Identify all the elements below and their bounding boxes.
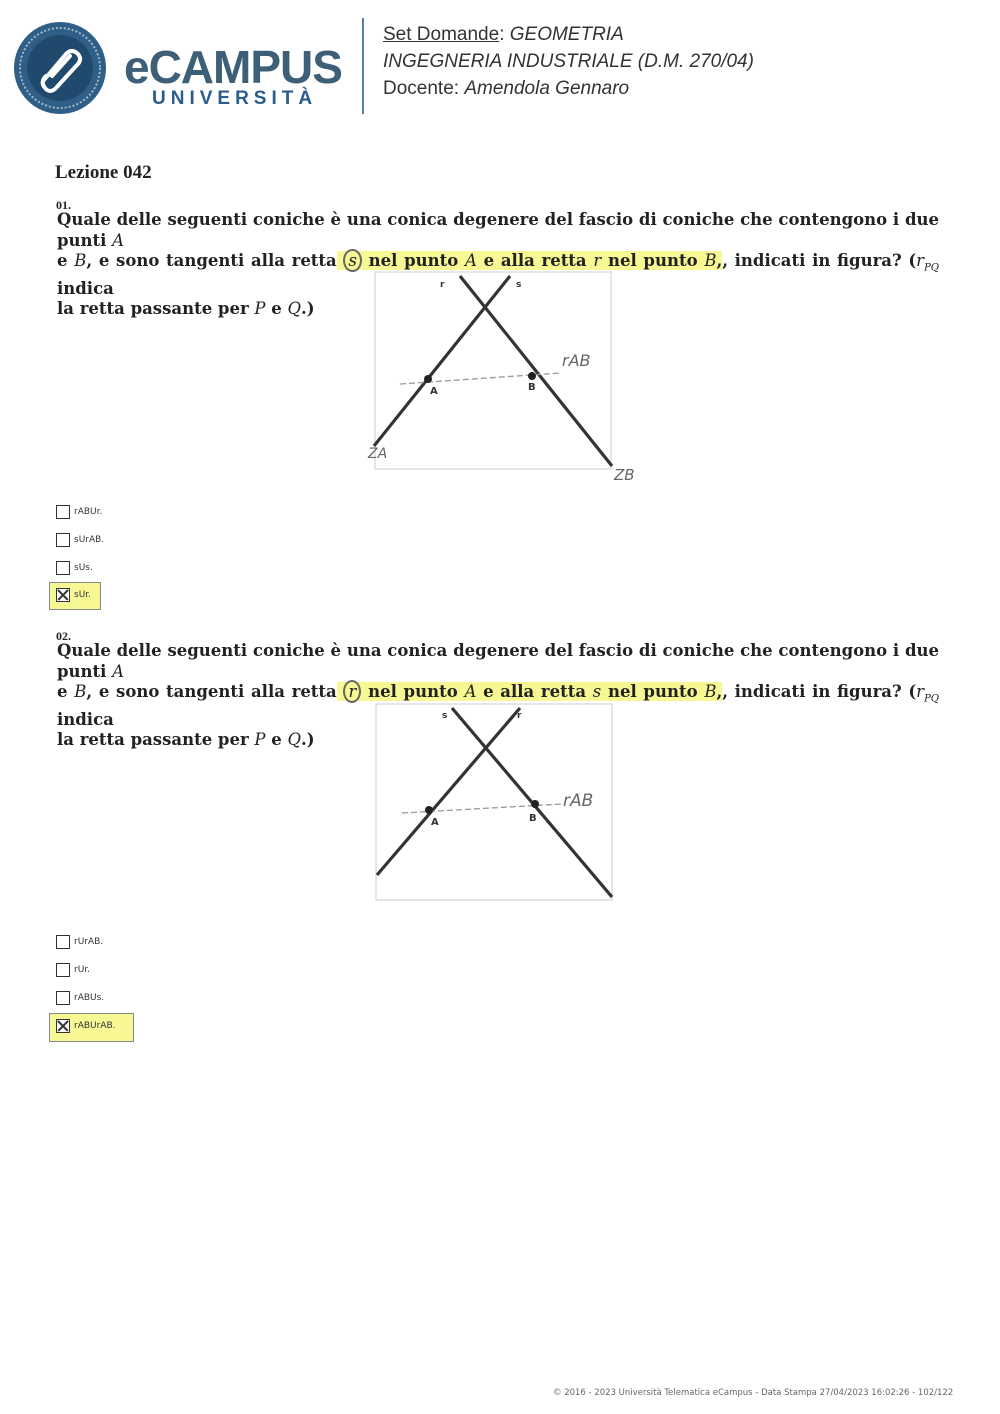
question-1-line-3: la retta passante per P e Q.) [57,299,315,319]
checkbox-checked[interactable] [56,588,70,602]
checkbox[interactable] [56,561,70,575]
line-right-label: s [516,280,522,290]
line-left-label: s [442,711,448,721]
course-name: INGEGNERIA INDUSTRIALE (D.M. 270/04) [383,51,754,72]
hand-rab: rAB [563,791,594,811]
circled-tangent-s: s [343,249,361,272]
point-b [528,372,536,380]
q2-option-3[interactable]: rABUs. [56,989,104,1007]
checkbox[interactable] [56,935,70,949]
header-divider [362,18,364,114]
question-2-line-2: e B, e sono tangenti alla retta r nel punto A e alla retta s nel punto B,, indicati in figura? ($r_{PQ}$ indica [57,682,939,729]
q2-option-1[interactable]: rUrAB. [56,933,103,951]
q1-option-1[interactable]: rABUr. [56,503,102,521]
q2-option-4[interactable]: rABUrAB. [56,1017,116,1035]
question-1-number: 01. [56,198,71,212]
circled-tangent-r: r [343,680,361,703]
point-a-label: A [431,817,439,828]
checkbox[interactable] [56,991,70,1005]
checkbox[interactable] [56,533,70,547]
line-left-label: r [440,280,445,290]
set-value: GEOMETRIA [509,24,624,45]
line-right-label: r [517,711,522,721]
logo-wordmark: eCAMPUS [124,41,342,93]
header-teacher-line: Docente: Amendola Gennaro [383,78,630,99]
figure-frame [375,272,611,469]
page-footer: © 2016 - 2023 Università Telematica eCampus - Data Stampa 27/04/2023 16:02:26 - 102/122 [553,1388,954,1398]
hand-rab: rAB [562,351,591,370]
question-2-number: 02. [56,629,71,643]
header-set-line: Set Domande: GEOMETRIA [383,24,624,45]
lesson-title: Lezione 042 [55,162,152,183]
question-2-figure [360,700,650,905]
ecampus-logo-badge [12,20,108,116]
q2-option-2[interactable]: rUr. [56,961,90,979]
checkbox[interactable] [56,505,70,519]
point-b-label: B [528,382,536,393]
question-2-line-3: la retta passante per P e Q.) [57,730,315,750]
point-b [531,800,539,808]
header-course-line [383,51,754,73]
q1-option-4[interactable]: sUr. [56,586,91,604]
point-a [425,806,433,814]
point-a [424,375,432,383]
teacher-label: Docente [383,78,454,99]
logo-subtitle: UNIVERSITÀ [152,88,318,109]
hand-za: ZA [368,446,388,462]
checkbox-checked[interactable] [56,1019,70,1033]
checkbox[interactable] [56,963,70,977]
question-1-figure [360,268,650,488]
point-b-label: B [529,813,537,824]
teacher-name: Amendola Gennaro [464,78,630,99]
set-label: Set Domande [383,24,500,45]
question-1-line-2: e B, e sono tangenti alla retta s nel punto A e alla retta r nel punto B,, indicati in figura? ($r_{PQ}$ indica [57,251,939,298]
point-a-label: A [430,386,438,397]
hand-zb: ZB [614,466,635,484]
q1-option-2[interactable]: sUrAB. [56,531,104,549]
question-2-line-1: Quale delle seguenti coniche è una conica degenere del fascio di coniche che contengono i due punti A [57,641,939,681]
question-1-line-1: Quale delle seguenti coniche è una conica degenere del fascio di coniche che contengono i due punti A [57,210,939,250]
q1-option-3[interactable]: sUs. [56,559,93,577]
